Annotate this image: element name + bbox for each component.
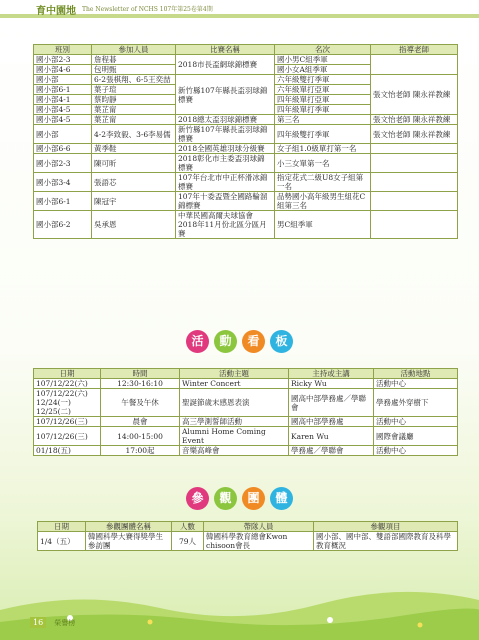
date-cell: 1/4（五） <box>38 532 86 551</box>
table-row <box>34 389 458 417</box>
host-cell: 國高中部學務處／學聯會 <box>289 389 374 417</box>
rank-cell: 國小男C組季軍 <box>275 55 371 65</box>
section-badge: 觀 <box>214 487 237 510</box>
items-cell: 國小部、國中部、雙語部國際教育及科學教育概況 <box>314 532 458 551</box>
section-badge: 活 <box>186 330 209 353</box>
date-cell: 107/12/22(六) 12/24(一) 12/25(二) <box>34 389 101 417</box>
teacher-cell <box>371 211 458 239</box>
table-row <box>34 154 458 173</box>
section-label: 榮譽榜 <box>54 619 76 627</box>
section-badge: 體 <box>270 487 293 510</box>
class-cell: 國小部4-5 <box>34 105 92 115</box>
competition-table <box>33 44 458 239</box>
table-row <box>34 115 458 125</box>
rank-cell: 六年級雙打季軍 <box>275 75 371 85</box>
table-row <box>34 417 458 427</box>
rank-cell: 第三名 <box>275 115 371 125</box>
column-header: 班別 <box>34 45 92 55</box>
section-badge: 團 <box>242 487 265 510</box>
host-cell: Karen Wu <box>289 427 374 446</box>
competition-name-cell: 2018總太盃羽球錦標賽 <box>176 115 275 125</box>
teacher-cell: 張文怡老師 陳永祥教練 <box>371 75 458 115</box>
teacher-cell <box>371 55 458 75</box>
participant-cell: 詹程碁 <box>92 55 176 65</box>
participant-cell: 葉芷甯 <box>92 115 176 125</box>
competition-name-cell: 2018全國英雄羽球分級賽 <box>176 144 275 154</box>
table-row <box>34 125 458 144</box>
place-cell: 活動中心 <box>374 446 458 456</box>
class-cell: 國小部4-6 <box>34 65 92 75</box>
theme-cell: 聖誕節歲末感恩表演 <box>180 389 289 417</box>
competition-name-cell: 中華民國高爾夫球協會2018年11月份北區分區月賽 <box>176 211 275 239</box>
page-header <box>0 0 479 30</box>
column-header: 活動地點 <box>374 369 458 379</box>
rank-cell: 六年級單打亞軍 <box>275 85 371 95</box>
competition-name-cell: 新竹縣107年縣長盃羽球錦標賽 <box>176 125 275 144</box>
column-header: 指導老師 <box>371 45 458 55</box>
time-cell: 17:00起 <box>101 446 180 456</box>
place-cell: 活動中心 <box>374 379 458 389</box>
competition-name-cell: 新竹縣107年縣長盃羽球錦標賽 <box>176 75 275 115</box>
teacher-cell <box>371 192 458 211</box>
count-cell: 79人 <box>172 532 204 551</box>
class-cell: 國小部6-1 <box>34 192 92 211</box>
time-cell: 午餐及午休 <box>101 389 180 417</box>
time-cell: 晨會 <box>101 417 180 427</box>
class-cell: 國小部6-1 <box>34 85 92 95</box>
date-cell: 01/18(五) <box>34 446 101 456</box>
participant-cell: 葉子瑄 <box>92 85 176 95</box>
class-cell: 國小部2-3 <box>34 55 92 65</box>
participant-cell: 4-2李致毅、3-6李易儒 <box>92 125 176 144</box>
teacher-cell <box>371 173 458 192</box>
table-row <box>34 446 458 456</box>
rank-cell: 指定花式二級U8女子組第一名 <box>275 173 371 192</box>
theme-cell: Alumni Home Coming Event <box>180 427 289 446</box>
table-row <box>34 173 458 192</box>
events-table <box>33 368 458 456</box>
table-row <box>34 144 458 154</box>
theme-cell: 高三學測誓師活動 <box>180 417 289 427</box>
competition-name-cell: 107年十委盃暨全國路輪溜錦標賽 <box>176 192 275 211</box>
participant-cell: 蔡昀靜 <box>92 95 176 105</box>
participant-cell: 陳冠宇 <box>92 192 176 211</box>
date-cell: 107/12/22(六) <box>34 379 101 389</box>
page-number: 16 <box>30 617 46 628</box>
section-badge: 動 <box>214 330 237 353</box>
theme-cell: 音樂高峰會 <box>180 446 289 456</box>
rank-cell: 四年級雙打季軍 <box>275 125 371 144</box>
column-header: 主持或主講 <box>289 369 374 379</box>
column-header: 日期 <box>34 369 101 379</box>
column-header: 名次 <box>275 45 371 55</box>
class-cell: 國小部 <box>34 75 92 85</box>
competition-name-cell: 107年台北市中正杯滑冰錦標賽 <box>176 173 275 192</box>
table-row <box>34 427 458 446</box>
table-row <box>34 379 458 389</box>
class-cell: 國小部4-1 <box>34 95 92 105</box>
column-header: 人數 <box>172 522 204 532</box>
table-row <box>34 211 458 239</box>
host-cell: 學務處／學聯會 <box>289 446 374 456</box>
table-row <box>38 532 458 551</box>
class-cell: 國小部6-2 <box>34 211 92 239</box>
competition-name-cell: 2018市長盃網球錦標賽 <box>176 55 275 75</box>
column-header: 日期 <box>38 522 86 532</box>
participant-cell: 陳可昕 <box>92 154 176 173</box>
rank-cell: 女子組1.0級單打第一名 <box>275 144 371 154</box>
group-cell: 韓國科學大賽得獎學生參訪團 <box>86 532 172 551</box>
host-cell: Ricky Wu <box>289 379 374 389</box>
host-cell: 國高中部學務處 <box>289 417 374 427</box>
participant-cell: 張語芯 <box>92 173 176 192</box>
table-row <box>34 75 458 85</box>
grass-decoration <box>0 570 479 640</box>
rank-cell: 四年級單打季軍 <box>275 105 371 115</box>
table-row <box>34 192 458 211</box>
participant-cell: 包明甄 <box>92 65 176 75</box>
date-cell: 107/12/26(三) <box>34 417 101 427</box>
place-cell: 國際會議廳 <box>374 427 458 446</box>
newsletter-subtitle: The Newsletter of NCHS 107年第25卷第4期 <box>82 6 213 13</box>
class-cell: 國小部6-6 <box>34 144 92 154</box>
column-header: 時間 <box>101 369 180 379</box>
column-header: 活動主題 <box>180 369 289 379</box>
rank-cell: 小三女單第一名 <box>275 154 371 173</box>
competition-name-cell: 2018彰化市主委盃羽球錦標賽 <box>176 154 275 173</box>
teacher-cell: 張文怡老師 陳永祥教練 <box>371 115 458 125</box>
rank-cell: 品勢國小高年級男生組花C組第三名 <box>275 192 371 211</box>
column-header: 比賽名稱 <box>176 45 275 55</box>
leader-cell: 韓國科學教育總會Kwon chisoon會長 <box>204 532 314 551</box>
teacher-cell: 張文怡老師 陳永祥教練 <box>371 125 458 144</box>
place-cell: 活動中心 <box>374 417 458 427</box>
newsletter-title: 育中園地 <box>36 6 76 17</box>
time-cell: 12:30-16:10 <box>101 379 180 389</box>
section-badge: 參 <box>186 487 209 510</box>
participant-cell: 6-2張棋翔、6-5王奕喆 <box>92 75 176 85</box>
teacher-cell <box>371 154 458 173</box>
date-cell: 107/12/26(三) <box>34 427 101 446</box>
column-header: 參觀項目 <box>314 522 458 532</box>
time-cell: 14:00-15:00 <box>101 427 180 446</box>
section-badge: 看 <box>242 330 265 353</box>
place-cell: 學務處外穿樹下 <box>374 389 458 417</box>
teacher-cell <box>371 144 458 154</box>
rank-cell: 國小女A組季軍 <box>275 65 371 75</box>
participant-cell: 葉芷甯 <box>92 105 176 115</box>
visits-table <box>37 521 458 551</box>
section-badge: 板 <box>270 330 293 353</box>
class-cell: 國小部4-5 <box>34 115 92 125</box>
table-row <box>34 55 458 65</box>
column-header: 參觀團體名稱 <box>86 522 172 532</box>
class-cell: 國小部 <box>34 125 92 144</box>
participant-cell: 黃季鞋 <box>92 144 176 154</box>
column-header: 帶隊人員 <box>204 522 314 532</box>
rank-cell: 四年級單打亞軍 <box>275 95 371 105</box>
theme-cell: Winter Concert <box>180 379 289 389</box>
rank-cell: 男C組季軍 <box>275 211 371 239</box>
column-header: 參加人員 <box>92 45 176 55</box>
participant-cell: 吳承恩 <box>92 211 176 239</box>
class-cell: 國小部2-3 <box>34 154 92 173</box>
page-footer <box>30 610 76 627</box>
class-cell: 國小部3-4 <box>34 173 92 192</box>
